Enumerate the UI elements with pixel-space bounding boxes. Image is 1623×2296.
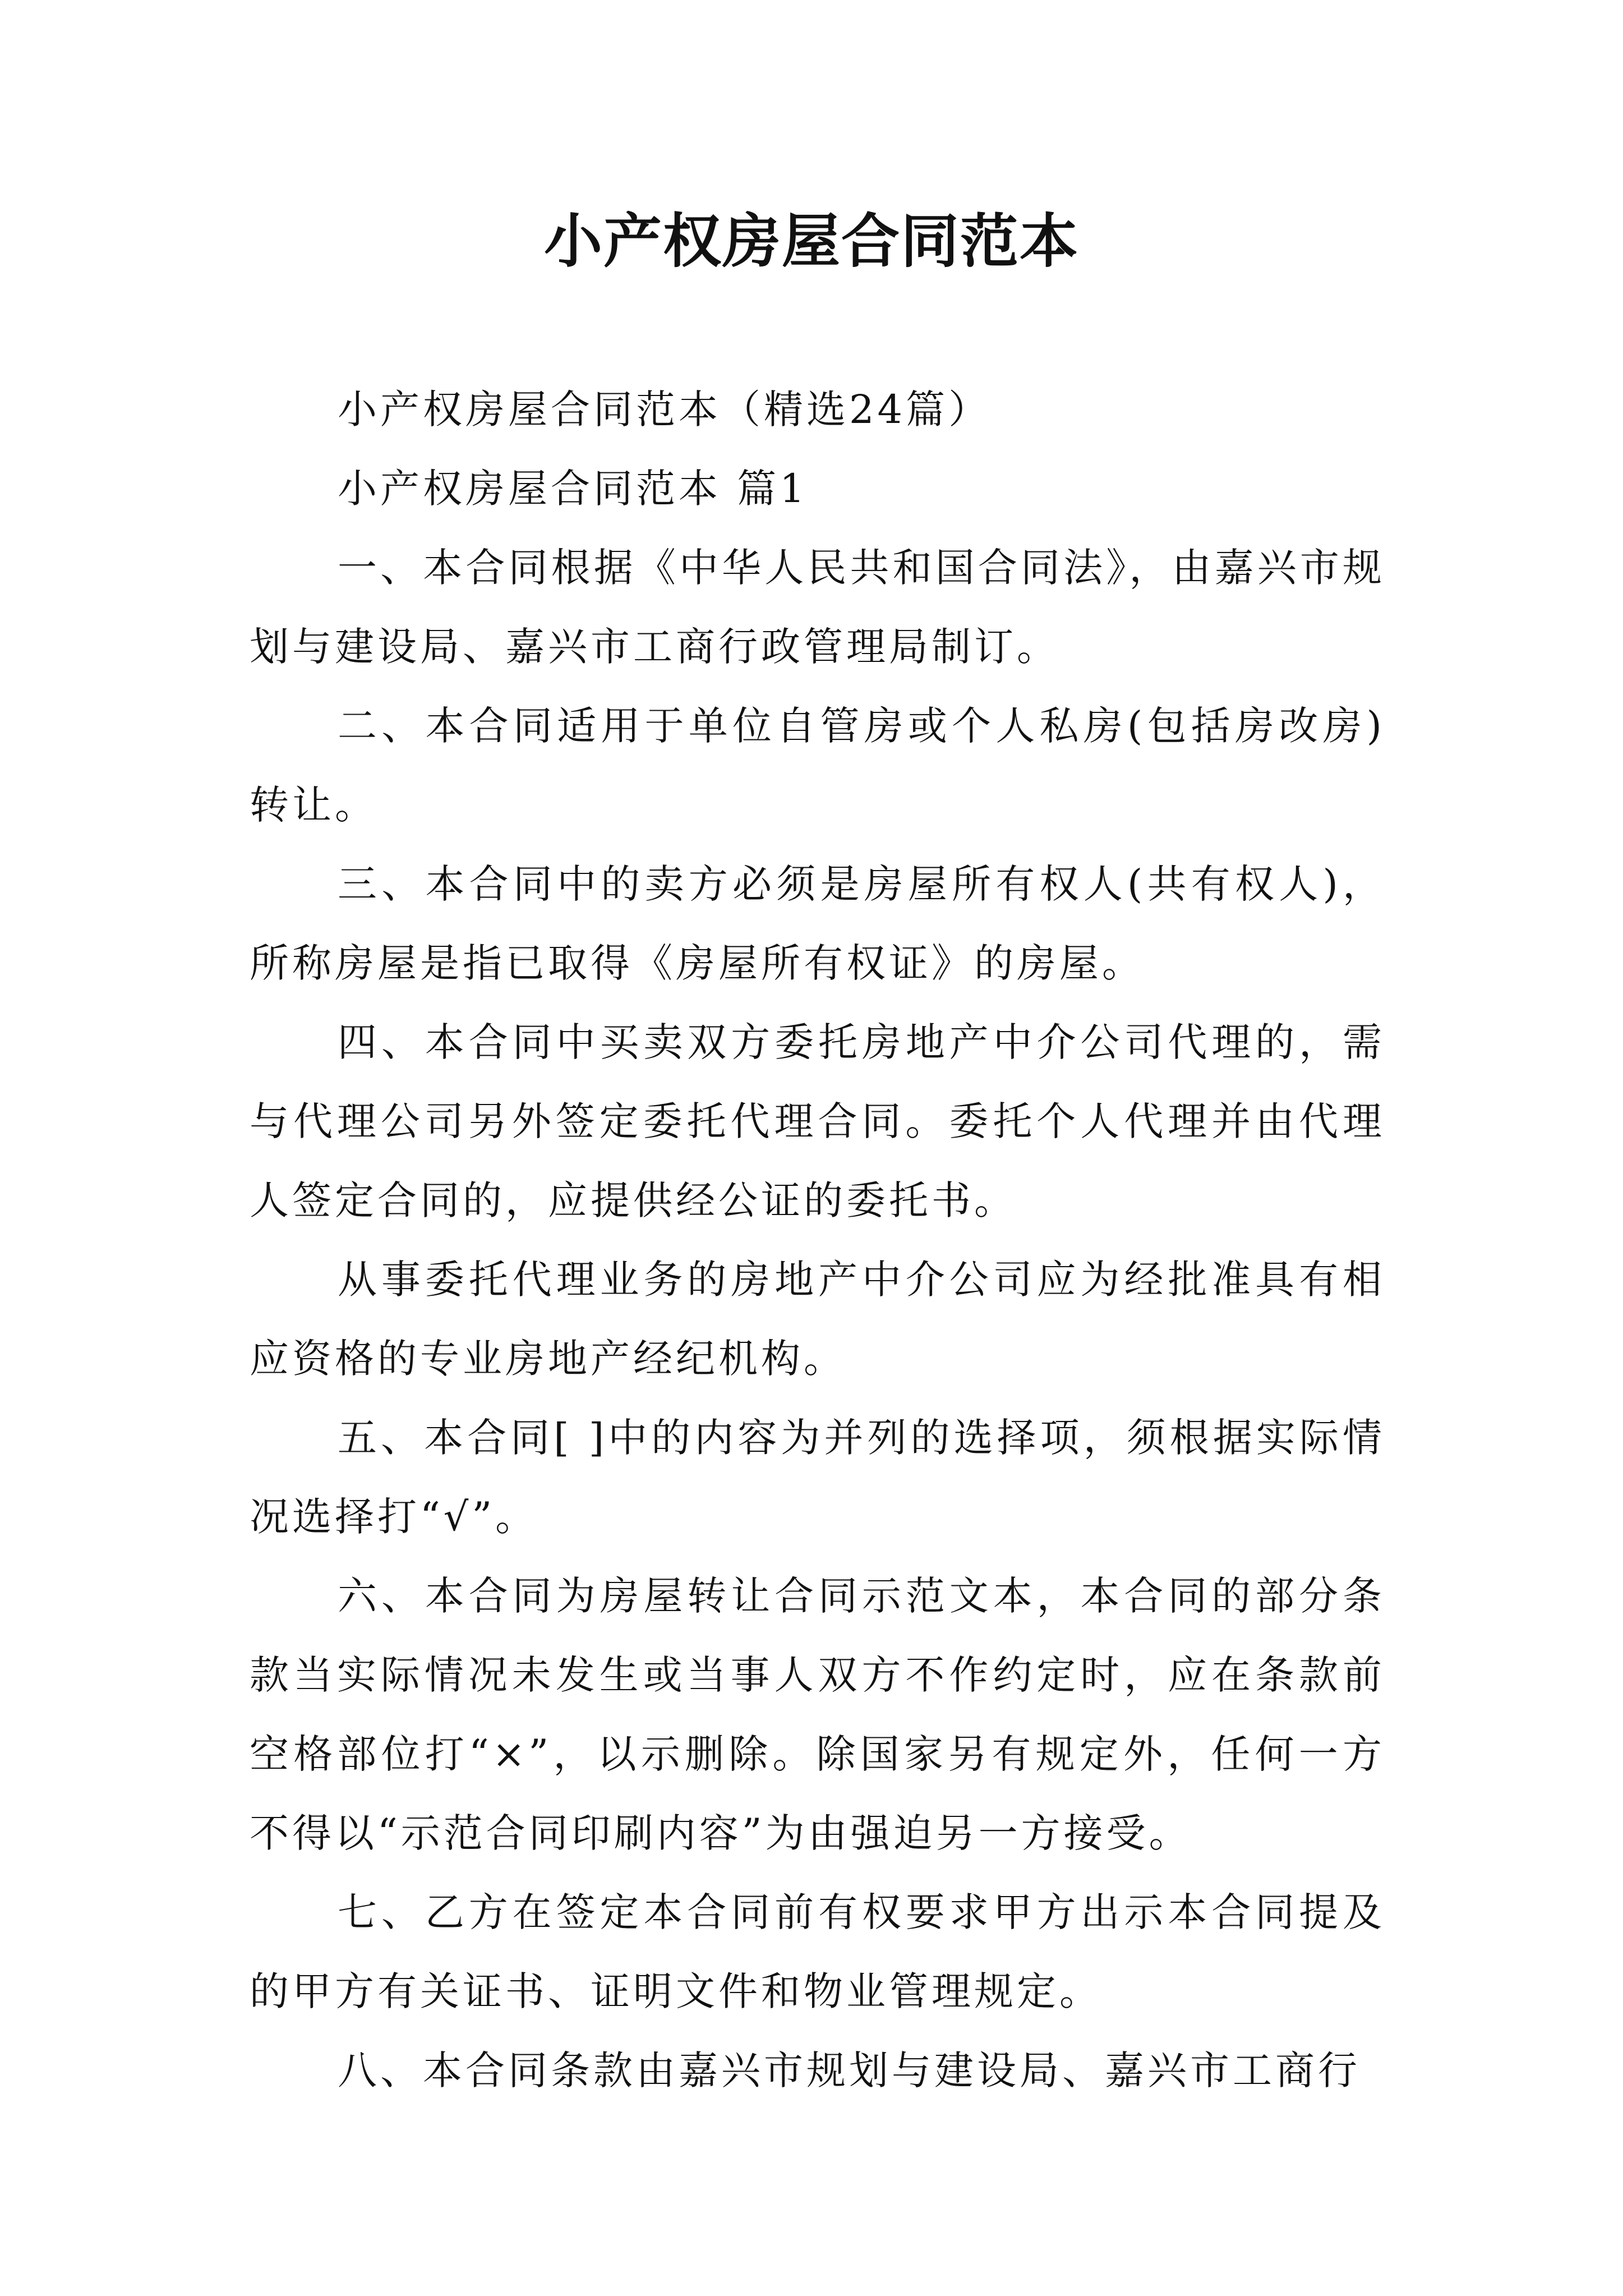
paragraph-section-heading: 小产权房屋合同范本 篇1 bbox=[338, 466, 808, 512]
paragraph-clause-8: 八、本合同条款由嘉兴市规划与建设局、嘉兴市工商行 bbox=[338, 2047, 1361, 2093]
paragraph-clause-2: 二、本合同适用于单位自管房或个人私房(包括房改房)转让。 bbox=[250, 703, 1385, 828]
paragraph-clause-4-note: 从事委托代理业务的房地产中介公司应为经批准具有相应资格的专业房地产经纪机构。 bbox=[250, 1257, 1385, 1382]
paragraph-clause-6: 六、本合同为房屋转让合同示范文本，本合同的部分条款当实际情况未发生或当事人双方不作约定时，应在条款前空格部位打“×”，以示删除。除国家另有规定外，任何一方不得以“示范合同印刷内容”为由强迫另一方接受。 bbox=[250, 1573, 1385, 1856]
paragraph-clause-5: 五、本合同[ ]中的内容为并列的选择项，须根据实际情况选择打“√”。 bbox=[250, 1415, 1385, 1540]
document-title: 小产权房屋合同范本 bbox=[543, 206, 1079, 275]
paragraph-subtitle: 小产权房屋合同范本（精选24篇） bbox=[338, 386, 992, 432]
paragraph-clause-4: 四、本合同中买卖双方委托房地产中介公司代理的，需与代理公司另外签定委托代理合同。委托个人代理并由代理人签定合同的，应提供经公证的委托书。 bbox=[250, 1019, 1385, 1223]
paragraph-clause-1: 一、本合同根据《中华人民共和国合同法》，由嘉兴市规划与建设局、嘉兴市工商行政管理局制订。 bbox=[250, 545, 1385, 670]
document-body bbox=[250, 370, 1385, 2110]
paragraph-clause-3: 三、本合同中的卖方必须是房屋所有权人(共有权人)，所称房屋是指已取得《房屋所有权证》的房屋。 bbox=[250, 861, 1385, 986]
paragraph-clause-7: 七、乙方在签定本合同前有权要求甲方出示本合同提及的甲方有关证书、证明文件和物业管理规定。 bbox=[250, 1889, 1385, 2014]
